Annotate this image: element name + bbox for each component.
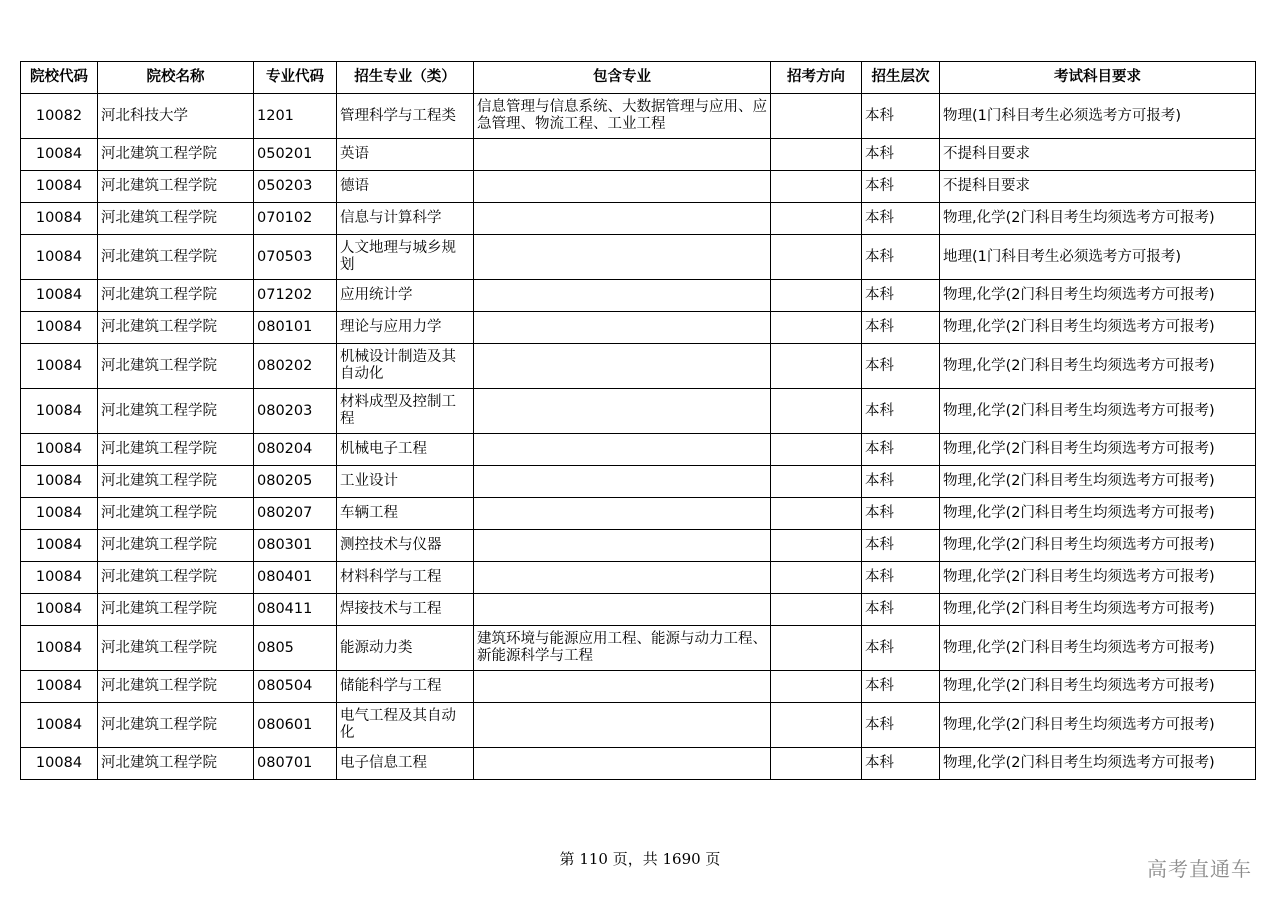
cell-level: 本科 (862, 203, 940, 235)
cell-level: 本科 (862, 280, 940, 312)
cell-major: 管理科学与工程类 (337, 94, 474, 139)
cell-school-code: 10084 (21, 171, 98, 203)
cell-school-name: 河北建筑工程学院 (98, 389, 254, 434)
table-row (21, 344, 1256, 389)
cell-school-name: 河北建筑工程学院 (98, 498, 254, 530)
table-row (21, 389, 1256, 434)
cell-major: 人文地理与城乡规划 (337, 235, 474, 280)
cell-major: 电气工程及其自动化 (337, 703, 474, 748)
cell-included-majors (474, 171, 771, 203)
cell-level: 本科 (862, 235, 940, 280)
cell-school-code: 10082 (21, 94, 98, 139)
table-row (21, 594, 1256, 626)
cell-included-majors (474, 389, 771, 434)
cell-direction (771, 139, 862, 171)
page-number: 第 110 页，共 1690 页 (559, 850, 721, 868)
table-row (21, 312, 1256, 344)
cell-level: 本科 (862, 530, 940, 562)
cell-direction (771, 171, 862, 203)
cell-included-majors (474, 748, 771, 780)
cell-major: 材料科学与工程 (337, 562, 474, 594)
cell-direction (771, 344, 862, 389)
cell-major: 德语 (337, 171, 474, 203)
cell-major-code: 080301 (254, 530, 337, 562)
cell-direction (771, 671, 862, 703)
cell-direction (771, 530, 862, 562)
cell-school-code: 10084 (21, 594, 98, 626)
cell-major: 信息与计算科学 (337, 203, 474, 235)
cell-level: 本科 (862, 626, 940, 671)
cell-direction (771, 594, 862, 626)
table-row (21, 235, 1256, 280)
cell-school-name: 河北建筑工程学院 (98, 466, 254, 498)
cell-school-code: 10084 (21, 748, 98, 780)
cell-major: 英语 (337, 139, 474, 171)
cell-school-code: 10084 (21, 139, 98, 171)
cell-major-code: 080411 (254, 594, 337, 626)
cell-direction (771, 498, 862, 530)
cell-school-code: 10084 (21, 466, 98, 498)
table-row (21, 562, 1256, 594)
cell-major: 材料成型及控制工程 (337, 389, 474, 434)
cell-school-code: 10084 (21, 389, 98, 434)
cell-included-majors (474, 203, 771, 235)
cell-level: 本科 (862, 671, 940, 703)
cell-subject-requirement: 物理,化学(2门科目考生均须选考方可报考) (940, 498, 1256, 530)
cell-major-code: 080101 (254, 312, 337, 344)
table-row (21, 530, 1256, 562)
cell-major-code: 050203 (254, 171, 337, 203)
cell-included-majors (474, 434, 771, 466)
cell-subject-requirement: 物理,化学(2门科目考生均须选考方可报考) (940, 626, 1256, 671)
cell-level: 本科 (862, 562, 940, 594)
cell-major: 储能科学与工程 (337, 671, 474, 703)
cell-subject-requirement: 物理,化学(2门科目考生均须选考方可报考) (940, 280, 1256, 312)
header-major-code: 专业代码 (254, 62, 337, 94)
cell-school-name: 河北建筑工程学院 (98, 703, 254, 748)
cell-subject-requirement: 物理,化学(2门科目考生均须选考方可报考) (940, 748, 1256, 780)
header-direction: 招考方向 (771, 62, 862, 94)
cell-school-name: 河北建筑工程学院 (98, 139, 254, 171)
cell-level: 本科 (862, 171, 940, 203)
header-major: 招生专业（类） (337, 62, 474, 94)
cell-subject-requirement: 物理(1门科目考生必须选考方可报考) (940, 94, 1256, 139)
admission-table (20, 61, 1256, 780)
cell-major: 机械电子工程 (337, 434, 474, 466)
cell-school-name: 河北建筑工程学院 (98, 594, 254, 626)
cell-school-name: 河北建筑工程学院 (98, 171, 254, 203)
cell-school-name: 河北建筑工程学院 (98, 344, 254, 389)
cell-direction (771, 280, 862, 312)
cell-included-majors (474, 235, 771, 280)
cell-direction (771, 466, 862, 498)
cell-school-code: 10084 (21, 671, 98, 703)
table-row (21, 626, 1256, 671)
cell-major: 车辆工程 (337, 498, 474, 530)
watermark: 高考直通车 (1147, 857, 1252, 881)
cell-subject-requirement: 不提科目要求 (940, 171, 1256, 203)
table-row (21, 139, 1256, 171)
cell-level: 本科 (862, 703, 940, 748)
cell-included-majors (474, 344, 771, 389)
cell-level: 本科 (862, 344, 940, 389)
cell-major: 应用统计学 (337, 280, 474, 312)
cell-level: 本科 (862, 498, 940, 530)
cell-school-name: 河北建筑工程学院 (98, 671, 254, 703)
cell-direction (771, 434, 862, 466)
cell-included-majors: 建筑环境与能源应用工程、能源与动力工程、新能源科学与工程 (474, 626, 771, 671)
cell-school-code: 10084 (21, 626, 98, 671)
cell-school-name: 河北建筑工程学院 (98, 235, 254, 280)
table-row (21, 203, 1256, 235)
cell-subject-requirement: 物理,化学(2门科目考生均须选考方可报考) (940, 671, 1256, 703)
table-row (21, 280, 1256, 312)
table-row (21, 94, 1256, 139)
cell-subject-requirement: 物理,化学(2门科目考生均须选考方可报考) (940, 562, 1256, 594)
cell-school-code: 10084 (21, 434, 98, 466)
cell-major-code: 070503 (254, 235, 337, 280)
table-row (21, 748, 1256, 780)
cell-subject-requirement: 物理,化学(2门科目考生均须选考方可报考) (940, 434, 1256, 466)
cell-school-name: 河北建筑工程学院 (98, 280, 254, 312)
table-row (21, 434, 1256, 466)
header-subject-requirement: 考试科目要求 (940, 62, 1256, 94)
cell-direction (771, 748, 862, 780)
cell-school-code: 10084 (21, 530, 98, 562)
cell-major-code: 080205 (254, 466, 337, 498)
cell-school-name: 河北科技大学 (98, 94, 254, 139)
cell-level: 本科 (862, 434, 940, 466)
cell-included-majors (474, 139, 771, 171)
cell-direction (771, 94, 862, 139)
cell-major-code: 080203 (254, 389, 337, 434)
cell-level: 本科 (862, 139, 940, 171)
cell-included-majors (474, 671, 771, 703)
table-row (21, 466, 1256, 498)
cell-included-majors (474, 466, 771, 498)
table-row (21, 171, 1256, 203)
cell-school-code: 10084 (21, 203, 98, 235)
header-level: 招生层次 (862, 62, 940, 94)
table-row (21, 498, 1256, 530)
cell-major-code: 050201 (254, 139, 337, 171)
cell-subject-requirement: 地理(1门科目考生必须选考方可报考) (940, 235, 1256, 280)
cell-included-majors (474, 498, 771, 530)
cell-school-code: 10084 (21, 498, 98, 530)
cell-major: 机械设计制造及其自动化 (337, 344, 474, 389)
table-row (21, 671, 1256, 703)
cell-subject-requirement: 物理,化学(2门科目考生均须选考方可报考) (940, 530, 1256, 562)
header-school-code: 院校代码 (21, 62, 98, 94)
cell-major-code: 080207 (254, 498, 337, 530)
header-school-name: 院校名称 (98, 62, 254, 94)
cell-major: 能源动力类 (337, 626, 474, 671)
table-body (21, 94, 1256, 780)
cell-subject-requirement: 物理,化学(2门科目考生均须选考方可报考) (940, 344, 1256, 389)
cell-subject-requirement: 物理,化学(2门科目考生均须选考方可报考) (940, 466, 1256, 498)
cell-school-code: 10084 (21, 235, 98, 280)
cell-direction (771, 562, 862, 594)
cell-included-majors (474, 562, 771, 594)
cell-subject-requirement: 物理,化学(2门科目考生均须选考方可报考) (940, 312, 1256, 344)
cell-included-majors (474, 530, 771, 562)
cell-level: 本科 (862, 389, 940, 434)
cell-direction (771, 703, 862, 748)
cell-level: 本科 (862, 466, 940, 498)
cell-school-name: 河北建筑工程学院 (98, 530, 254, 562)
header-included-majors: 包含专业 (474, 62, 771, 94)
cell-included-majors (474, 312, 771, 344)
cell-direction (771, 312, 862, 344)
cell-school-name: 河北建筑工程学院 (98, 312, 254, 344)
cell-subject-requirement: 物理,化学(2门科目考生均须选考方可报考) (940, 389, 1256, 434)
cell-major-code: 080504 (254, 671, 337, 703)
cell-subject-requirement: 物理,化学(2门科目考生均须选考方可报考) (940, 703, 1256, 748)
cell-major-code: 080701 (254, 748, 337, 780)
cell-school-code: 10084 (21, 312, 98, 344)
cell-school-code: 10084 (21, 703, 98, 748)
cell-school-name: 河北建筑工程学院 (98, 626, 254, 671)
cell-major: 测控技术与仪器 (337, 530, 474, 562)
table-row (21, 703, 1256, 748)
cell-major: 焊接技术与工程 (337, 594, 474, 626)
cell-school-code: 10084 (21, 562, 98, 594)
cell-included-majors (474, 703, 771, 748)
cell-major-code: 080202 (254, 344, 337, 389)
table-header-row (21, 62, 1256, 94)
cell-major: 工业设计 (337, 466, 474, 498)
cell-school-name: 河北建筑工程学院 (98, 748, 254, 780)
cell-subject-requirement: 物理,化学(2门科目考生均须选考方可报考) (940, 594, 1256, 626)
cell-direction (771, 626, 862, 671)
cell-major-code: 070102 (254, 203, 337, 235)
cell-school-name: 河北建筑工程学院 (98, 434, 254, 466)
cell-level: 本科 (862, 594, 940, 626)
cell-school-code: 10084 (21, 344, 98, 389)
cell-level: 本科 (862, 748, 940, 780)
cell-included-majors: 信息管理与信息系统、大数据管理与应用、应急管理、物流工程、工业工程 (474, 94, 771, 139)
cell-school-name: 河北建筑工程学院 (98, 562, 254, 594)
cell-major-code: 080601 (254, 703, 337, 748)
cell-school-code: 10084 (21, 280, 98, 312)
cell-major-code: 080401 (254, 562, 337, 594)
cell-level: 本科 (862, 94, 940, 139)
cell-major: 理论与应用力学 (337, 312, 474, 344)
cell-included-majors (474, 594, 771, 626)
cell-major-code: 071202 (254, 280, 337, 312)
cell-direction (771, 235, 862, 280)
cell-subject-requirement: 不提科目要求 (940, 139, 1256, 171)
cell-school-name: 河北建筑工程学院 (98, 203, 254, 235)
cell-direction (771, 389, 862, 434)
cell-major: 电子信息工程 (337, 748, 474, 780)
cell-subject-requirement: 物理,化学(2门科目考生均须选考方可报考) (940, 203, 1256, 235)
cell-major-code: 080204 (254, 434, 337, 466)
cell-direction (771, 203, 862, 235)
cell-level: 本科 (862, 312, 940, 344)
cell-major-code: 1201 (254, 94, 337, 139)
cell-included-majors (474, 280, 771, 312)
cell-major-code: 0805 (254, 626, 337, 671)
